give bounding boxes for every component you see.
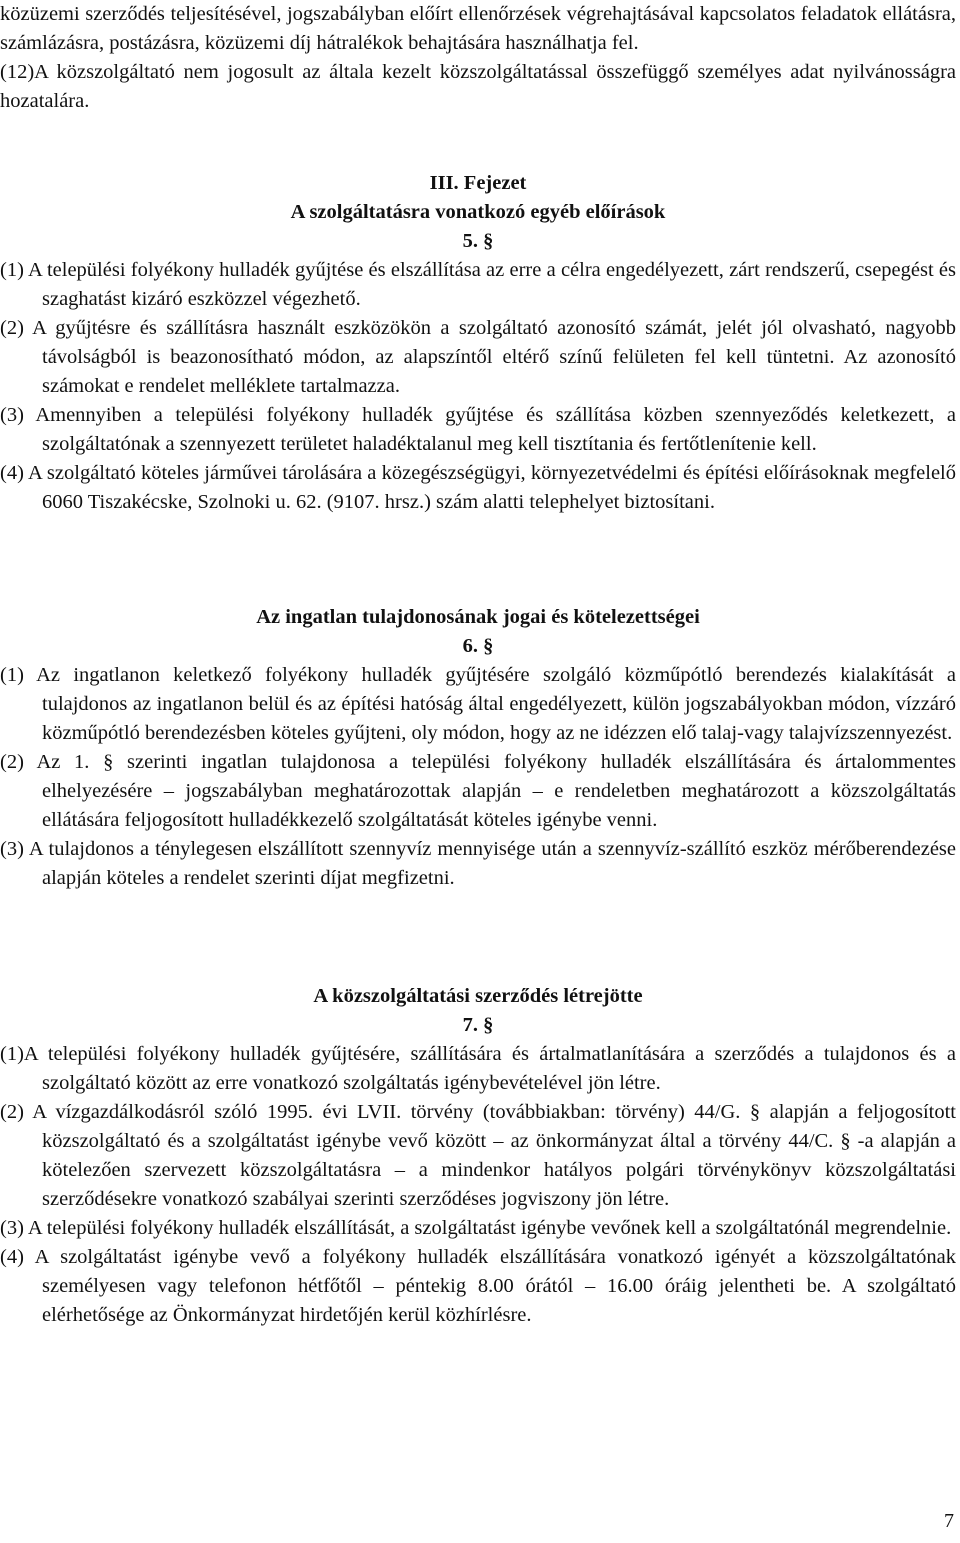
section-6-paragraph-1: (1) Az ingatlanon keletkező folyékony hulladék gyűjtésére szolgáló közműpótló berendezés kialakítását a tulajdonos az ingatlanon belül és az építési hatóság által engedélyezett, külön jogszabályokban módon, vízzáró közműpótló berendezésben köteles gyűjteni, oly módon, hogy az ne idézzen elő talaj-vagy talajvízszennyezést. (0, 664, 956, 744)
owner-rights-block (0, 603, 956, 893)
section-6-title: 6. § (462, 635, 494, 657)
section-7-paragraph-4: (4) A szolgáltatást igénybe vevő a folyékony hulladék elszállítására vonatkozó igényét a közszolgáltatónak személyesen vagy telefonon hétfőtől – péntekig 8.00 órától – 16.00 óráig jelentheti be. A szolgáltató elérhetősége az Önkormányzat hirdetőjén kerül közhírlésre. (0, 1246, 956, 1326)
chapter-3-block (0, 169, 956, 517)
section-7-paragraph-3: (3) A települési folyékony hulladék elszállítását, a szolgáltatást igénybe vevőnek kell a szolgáltatónál megrendelnie. (0, 1217, 952, 1239)
chapter-heading: III. Fejezet (429, 172, 527, 194)
section-5-title: 5. § (462, 230, 494, 252)
section-6-paragraph-3: (3) A tulajdonos a ténylegesen elszállított szennyvíz mennyisége után a szennyvíz-szállító eszköz mérőberendezése alapján köteles a rendelet szerinti díjat megfizetni. (0, 838, 956, 889)
owner-rights-heading: Az ingatlan tulajdonosának jogai és kötelezettségei (256, 606, 700, 628)
chapter-subheading: A szolgáltatásra vonatkozó egyéb előírások (290, 201, 666, 223)
page-number: 7 (944, 1510, 954, 1532)
section-7-paragraph-1: (1)A települési folyékony hulladék gyűjtésére, szállítására és ártalmatlanítására a szerződés a tulajdonos és a szolgáltató között az erre vonatkozó szolgáltatás igénybevételével jön létre. (0, 1043, 956, 1094)
section-6-paragraph-2: (2) Az 1. § szerinti ingatlan tulajdonosa a települési folyékony hulladék elszállítására és ártalommentes elhelyezésére – jogszabályban meghatározottak alapján – e rendeletben meghatározott a közszolgáltatás ellátására feljogosított hulladékkezelő szolgáltatását köteles igénybe venni. (0, 751, 956, 831)
contract-heading: A közszolgáltatási szerződés létrejötte (313, 985, 643, 1007)
section-5-paragraph-2: (2) A gyűjtésre és szállításra használt eszközökön a szolgáltató azonosító számát, jelét jól olvasható, nagyobb távolságból is beazonosítható módon, az alapszíntől eltérő színű felületen fel kell tüntetni. Az azonosító számokat e rendelet melléklete tartalmazza. (0, 317, 956, 397)
section-7-paragraph-2: (2) A vízgazdálkodásról szóló 1995. évi LVII. törvény (továbbiakban: törvény) 44/G. § alapján a feljogosított közszolgáltató és a szolgáltatást igénybe vevő között – az önkormányzat által a törvény 44/C. § -a alapján a kötelezően szervezett közszolgáltatásra – a mindenkor hatályos polgári törvénykönyv közszolgáltatási szerződésekre vonatkozó szabályai szerinti szerződéses jogviszony jön létre. (0, 1101, 956, 1210)
contract-block (0, 982, 956, 1330)
section-5-paragraph-4: (4) A szolgáltató köteles járművei tárolására a közegészségügyi, környezetvédelmi és építési előírásoknak megfelelő 6060 Tiszakécske, Szolnoki u. 62. (9107. hrsz.) szám alatti telephelyet biztosítani. (0, 462, 956, 513)
section-5-paragraph-3: (3) Amennyiben a települési folyékony hulladék gyűjtése és szállítása közben szennyeződés keletkezett, a szolgáltatónak a szennyezett területet haladéktalanul meg kell tisztítania és fertőtlenítenie kell. (0, 404, 956, 455)
intro-paragraph-12: (12)A közszolgáltató nem jogosult az általa kezelt közszolgáltatással összefüggő személyes adat nyilvánosságra hozatalára. (0, 61, 956, 112)
intro-block (0, 0, 956, 116)
section-7-title: 7. § (462, 1014, 494, 1036)
section-5-paragraph-1: (1) A települési folyékony hulladék gyűjtése és elszállítása az erre a célra engedélyezett, zárt rendszerű, csepegést és szaghatást kizáró eszközzel végezhető. (0, 259, 956, 310)
intro-paragraph: közüzemi szerződés teljesítésével, jogszabályban előírt ellenőrzések végrehajtásával kapcsolatos feladatok ellátásra, számlázásra, postázásra, közüzemi díj hátralékok behajtására használhatja fel. (0, 3, 956, 54)
